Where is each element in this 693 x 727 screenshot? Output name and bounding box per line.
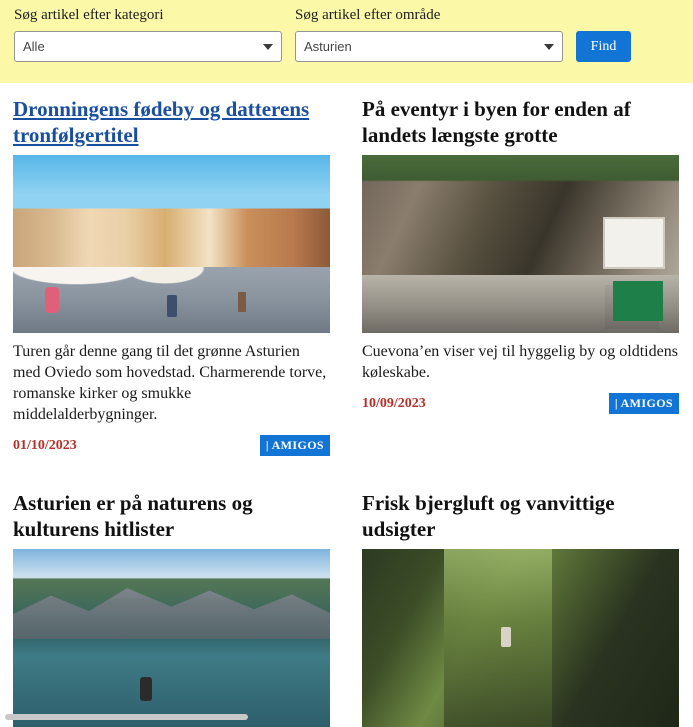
chevron-down-icon: [263, 44, 273, 50]
horizontal-scrollbar[interactable]: [5, 714, 248, 720]
category-select[interactable]: [14, 31, 282, 62]
search-toolbar: [0, 0, 693, 83]
article-card[interactable]: [362, 96, 679, 456]
area-filter-label: Søg artikel efter område: [295, 6, 563, 25]
article-title[interactable]: Asturien er på naturens og kulturens hitlister: [13, 490, 330, 542]
article-card[interactable]: [362, 490, 679, 727]
chevron-down-icon: [544, 44, 554, 50]
article-badge: | AMIGOS: [260, 435, 330, 456]
article-meta: [13, 435, 330, 456]
article-image[interactable]: [13, 549, 330, 727]
article-title-link[interactable]: Dronningens fødeby og datterens tronfølgertitel: [13, 96, 330, 148]
article-badge: | AMIGOS: [609, 393, 679, 414]
article-image[interactable]: [362, 155, 679, 333]
article-grid: [0, 83, 693, 727]
article-image[interactable]: [13, 155, 330, 333]
category-filter-group: [14, 6, 282, 62]
article-image[interactable]: [362, 549, 679, 727]
area-select[interactable]: [295, 31, 563, 62]
find-button[interactable]: Find: [576, 31, 631, 62]
category-select-value: Alle: [23, 39, 257, 54]
article-card[interactable]: [13, 96, 330, 456]
article-summary: Turen går denne gang til det grønne Asturien med Oviedo som hovedstad. Charmerende torve, romanske kirker og smukke middelalderbygninger.: [13, 341, 330, 425]
article-date: 10/09/2023: [362, 396, 426, 412]
article-title[interactable]: Frisk bjergluft og vanvittige udsigter: [362, 490, 679, 542]
category-filter-label: Søg artikel efter kategori: [14, 6, 282, 25]
article-meta: [362, 393, 679, 414]
area-select-value: Asturien: [304, 39, 538, 54]
area-filter-group: [295, 6, 563, 62]
article-card[interactable]: [13, 490, 330, 727]
article-date: 01/10/2023: [13, 438, 77, 454]
article-summary: Cuevona’en viser vej til hyggelig by og oldtidens køleskabe.: [362, 341, 679, 383]
article-title[interactable]: På eventyr i byen for enden af landets længste grotte: [362, 96, 679, 148]
search-row: [14, 6, 679, 62]
